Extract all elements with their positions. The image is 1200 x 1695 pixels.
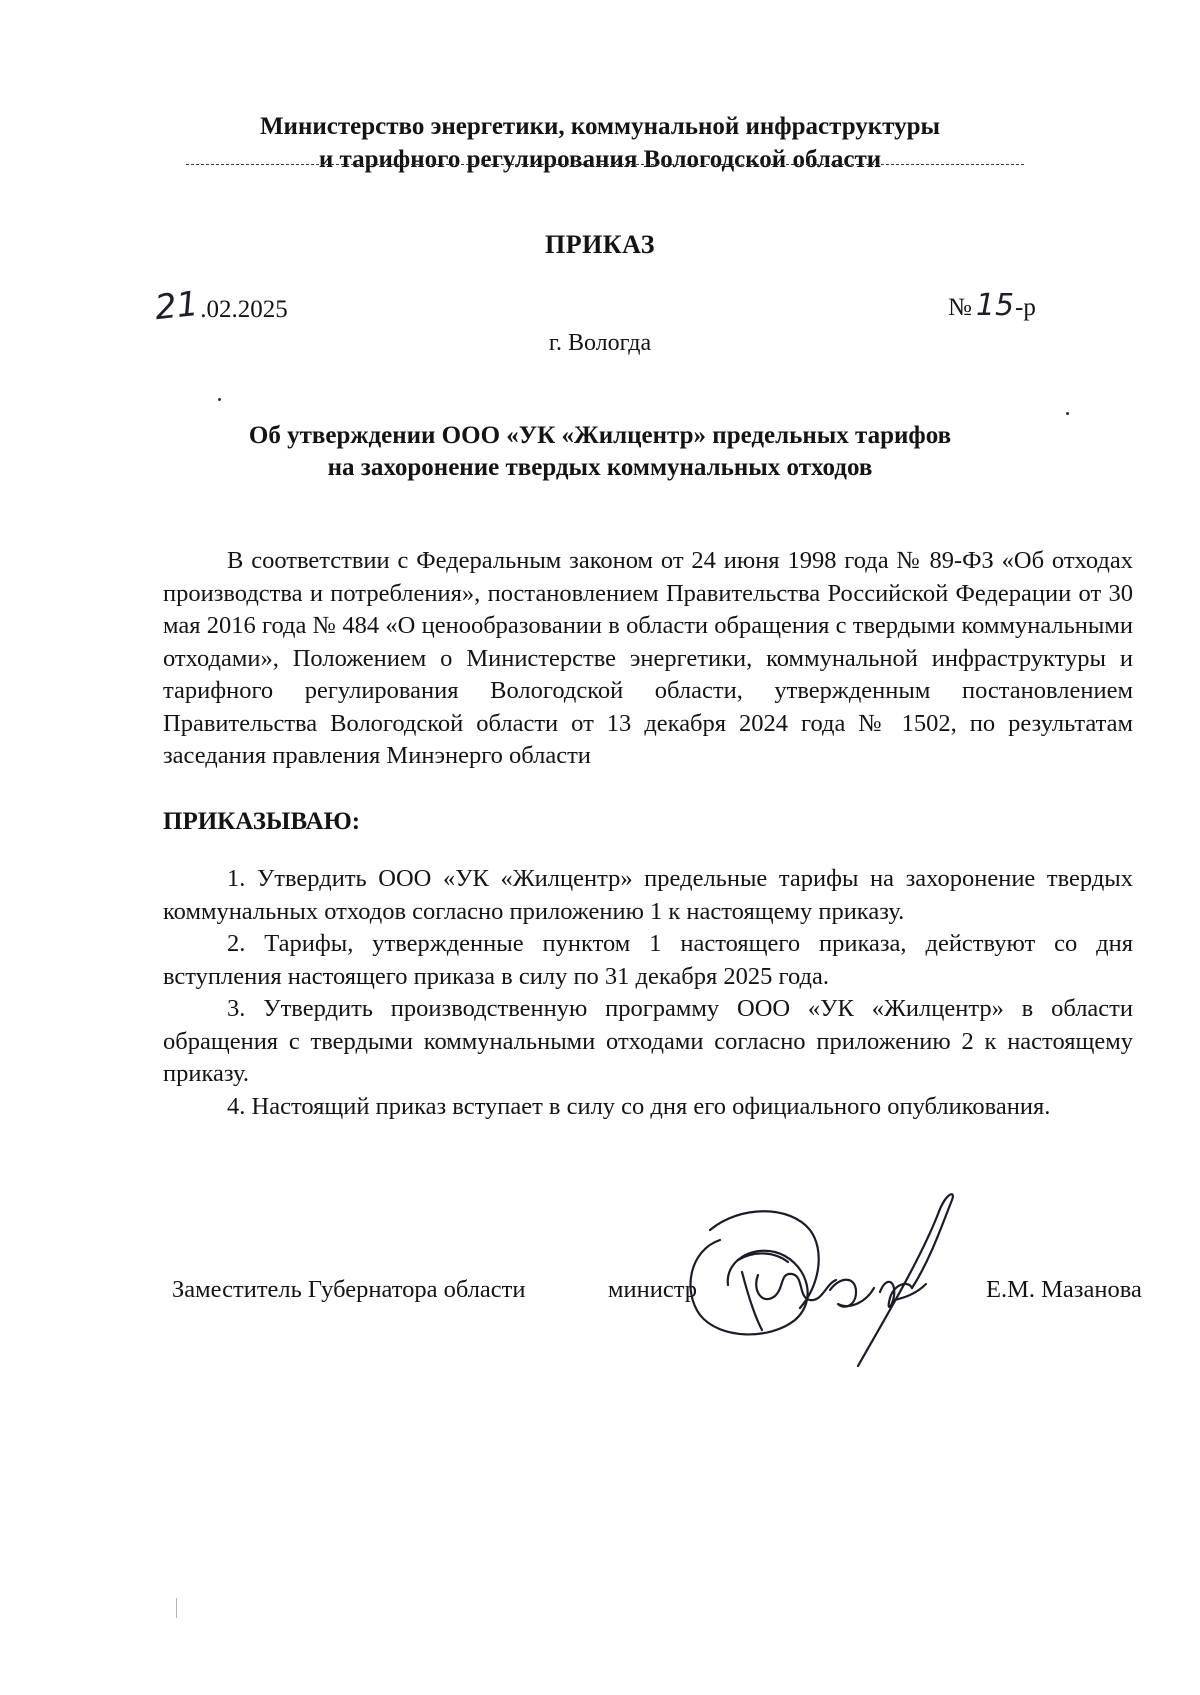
handwritten-signature [680, 1180, 980, 1380]
subject-line-1: Об утверждении ООО «УК «Жилцентр» предельных тарифов [248, 422, 952, 449]
scan-speck [1066, 412, 1069, 415]
order-item-1: 1. Утвердить ООО «УК «Жилцентр» предельные тарифы на захоронение твердых коммунальных отходов согласно приложению 1 к настоящему приказу. [163, 865, 1133, 925]
signatory-position: Заместитель Губернатора области [172, 1276, 526, 1303]
preamble-paragraph: В соответствии с Федеральным законом от 24 июня 1998 года № 89-ФЗ «Об отходах производства и потребления», постановлением Правительства Российской Федерации от 30 мая 2016 года № 484 «О ценообразовании в области обращения с твердыми коммунальными отходами», Положением о Министерстве энергетики, коммунальной инфраструктуры и тарифного регулирования Вологодской области, утвержденным постановлением Правительства Вологодской области от 13 декабря 2024 года № 1502, по результатам заседания правления Минэнерго области [163, 547, 1133, 769]
ministry-header [150, 110, 1050, 176]
document-date [153, 283, 288, 329]
header-divider [186, 164, 1024, 165]
scan-speck [218, 398, 221, 401]
ministry-line-2: и тарифного регулирования Вологодской области [318, 146, 882, 173]
signatory-name: Е.М. Мазанова [986, 1276, 1142, 1303]
order-items [163, 863, 1133, 1123]
number-handwritten: 15 [975, 288, 1015, 323]
order-item-4: 4. Настоящий приказ вступает в силу со дня его официального опубликования. [227, 1092, 1051, 1120]
order-item-2: 2. Тарифы, утвержденные пунктом 1 настоящего приказа, действуют со дня вступления настоящего приказа в силу по 31 декабря 2025 года. [163, 930, 1133, 990]
ministry-line-1: Министерство энергетики, коммунальной инфраструктуры [259, 113, 941, 140]
date-handwritten-day: 21 [153, 283, 201, 329]
document-number [948, 290, 1036, 324]
number-prefix: № [948, 294, 972, 321]
document-title: ПРИКАЗ [544, 230, 656, 259]
date-printed: .02.2025 [200, 296, 288, 323]
document-city: г. Вологда [548, 330, 652, 356]
subject-line-2: на захоронение твердых коммунальных отходов [327, 454, 873, 481]
signatory-title: министр [608, 1276, 697, 1303]
document-subject [150, 420, 1050, 484]
scan-margin-mark [176, 1598, 177, 1618]
number-suffix: -р [1015, 294, 1036, 321]
order-item-3: 3. Утвердить производственную программу ООО «УК «Жилцентр» в области обращения с твердыми коммунальными отходами согласно приложению 2 к настоящему приказу. [163, 995, 1133, 1087]
order-word: ПРИКАЗЫВАЮ: [163, 808, 361, 835]
